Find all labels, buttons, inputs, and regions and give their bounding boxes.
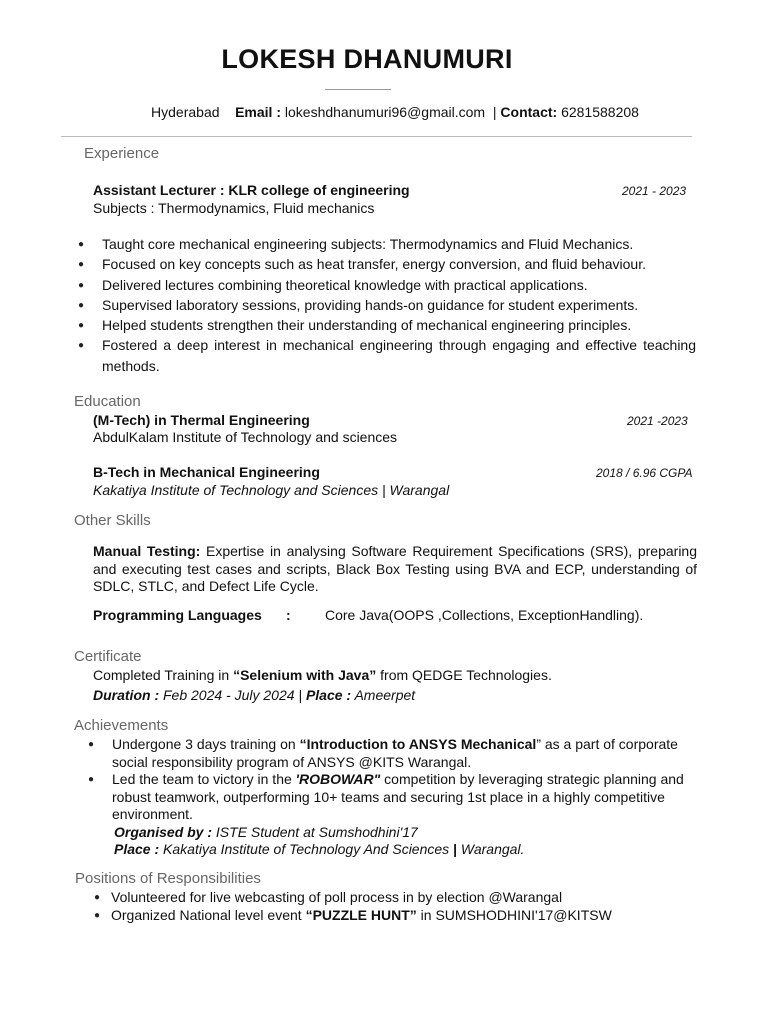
list-item: ● Fostered a deep interest in mechanical engineering through engaging and effective teaching methods.: [78, 335, 696, 376]
positions-list: [94, 889, 714, 924]
section-title-education: Education: [74, 393, 141, 410]
list-item: ● Helped students strengthen their understanding of mechanical engineering principles.: [78, 315, 696, 335]
list-item: ● Volunteered for live webcasting of poll process in by election @Warangal: [94, 889, 714, 907]
name-underline: [325, 89, 391, 90]
achievement-place-separator: |: [453, 841, 457, 857]
programming-languages: Core Java(OOPS ,Collections, ExceptionHandling).: [325, 607, 644, 623]
section-title-skills: Other Skills: [74, 512, 151, 529]
contact-line: [0, 104, 768, 120]
achievement-text: Undergone 3 days training on: [112, 736, 300, 752]
education-institution-mtech: AbdulKalam Institute of Technology and sciences: [93, 429, 398, 445]
section-title-experience: Experience: [84, 145, 160, 162]
organised-text: ISTE Student at Sumshodhini'17: [212, 824, 418, 840]
list-item: ● Focused on key concepts such as heat transfer, energy conversion, and fluid behaviour.: [78, 254, 696, 274]
achievement-place-city: Warangal.: [456, 841, 525, 857]
list-item: [88, 771, 708, 824]
certificate-text: Completed Training in: [93, 667, 234, 683]
contact-separator: |: [492, 104, 497, 120]
achievement-place-label: Place :: [114, 841, 160, 857]
experience-role: Assistant Lecturer : KLR college of engineering: [93, 182, 410, 198]
achievement-place-text: Kakatiya Institute of Technology And Sciences: [159, 841, 450, 857]
education-institution-btech: Kakatiya Institute of Technology and Sciences | Warangal: [93, 482, 450, 498]
certificate-duration-line: [93, 687, 415, 703]
experience-bullet-list: [78, 234, 696, 376]
duration-label: Duration :: [93, 687, 160, 703]
achievement-place-line: [114, 841, 524, 857]
experience-subjects: Subjects : Thermodynamics, Fluid mechanics: [93, 200, 375, 216]
education-degree-mtech: (M-Tech) in Thermal Engineering: [93, 412, 310, 428]
achievements-list: [88, 736, 708, 824]
section-title-positions: Positions of Responsibilities: [75, 870, 261, 887]
education-dates-btech: 2018 / 6.96 CGPA: [596, 466, 693, 480]
contact-label: Contact:: [500, 104, 558, 120]
programming-label: Programming Languages: [93, 607, 262, 623]
list-item: ● Supervised laboratory sessions, providing hands-on guidance for student experiments.: [78, 295, 696, 315]
experience-dates: 2021 - 2023: [622, 184, 687, 198]
organised-by-line: [114, 824, 418, 840]
manual-testing-text: Expertise in analysing Software Requirement Specifications (SRS), preparing and executing test cases and scripts, Black Box Testing using BVA and ECP, understanding of SDLC, STLC, and Defect Life Cycle.: [93, 543, 698, 594]
place-label: Place :: [305, 687, 352, 703]
phone-number[interactable]: 6281588208: [561, 104, 639, 120]
achievement-text: Led the team to victory in the: [112, 771, 296, 787]
email-label: Email :: [235, 104, 281, 120]
duration-text: Feb 2024 - July 2024 |: [159, 687, 306, 703]
email-address[interactable]: lokeshdhanumuri96@gmail.com: [284, 104, 486, 120]
organised-label: Organised by :: [114, 824, 213, 840]
list-item: ● Delivered lectures combining theoretical knowledge with practical applications.: [78, 275, 696, 295]
education-degree-btech: B-Tech in Mechanical Engineering: [93, 464, 320, 480]
resume-name: LOKESH DHANUMURI: [221, 44, 513, 74]
list-item: ● Taught core mechanical engineering subjects: Thermodynamics and Fluid Mechanics.: [78, 234, 696, 254]
achievement-highlight: 'ROBOWAR": [295, 771, 381, 787]
achievement-text: competition by leveraging strategic planning and robust teamwork, outperforming 10+ teams and securing 1st place in a highly competitive environment.: [112, 771, 684, 822]
section-title-achievements: Achievements: [74, 717, 169, 734]
position-text: Organized National level event: [111, 906, 306, 923]
education-dates-mtech: 2021 -2023: [627, 414, 688, 428]
position-text: in SUMSHODHINI'17@KITSW: [416, 906, 612, 923]
manual-testing-paragraph: [93, 543, 697, 596]
place-text: Ameerpet: [351, 687, 416, 703]
achievement-highlight: “Introduction to ANSYS Mechanical: [299, 736, 537, 752]
section-title-certificate: Certificate: [74, 648, 142, 665]
manual-testing-label: Manual Testing:: [93, 543, 201, 559]
certificate-course: “Selenium with Java”: [233, 667, 377, 683]
certificate-line: [93, 667, 552, 683]
achievement-text: ” as a part of corporate social responsibility program of ANSYS @KITS Warangal.: [112, 736, 678, 770]
position-highlight: “PUZZLE HUNT”: [305, 906, 417, 923]
city: Hyderabad: [151, 104, 220, 120]
list-item: [88, 736, 708, 771]
programming-colon: :: [286, 607, 291, 623]
certificate-provider: from QEDGE Technologies.: [376, 667, 552, 683]
list-item: [94, 907, 714, 925]
header-divider: [61, 136, 692, 137]
